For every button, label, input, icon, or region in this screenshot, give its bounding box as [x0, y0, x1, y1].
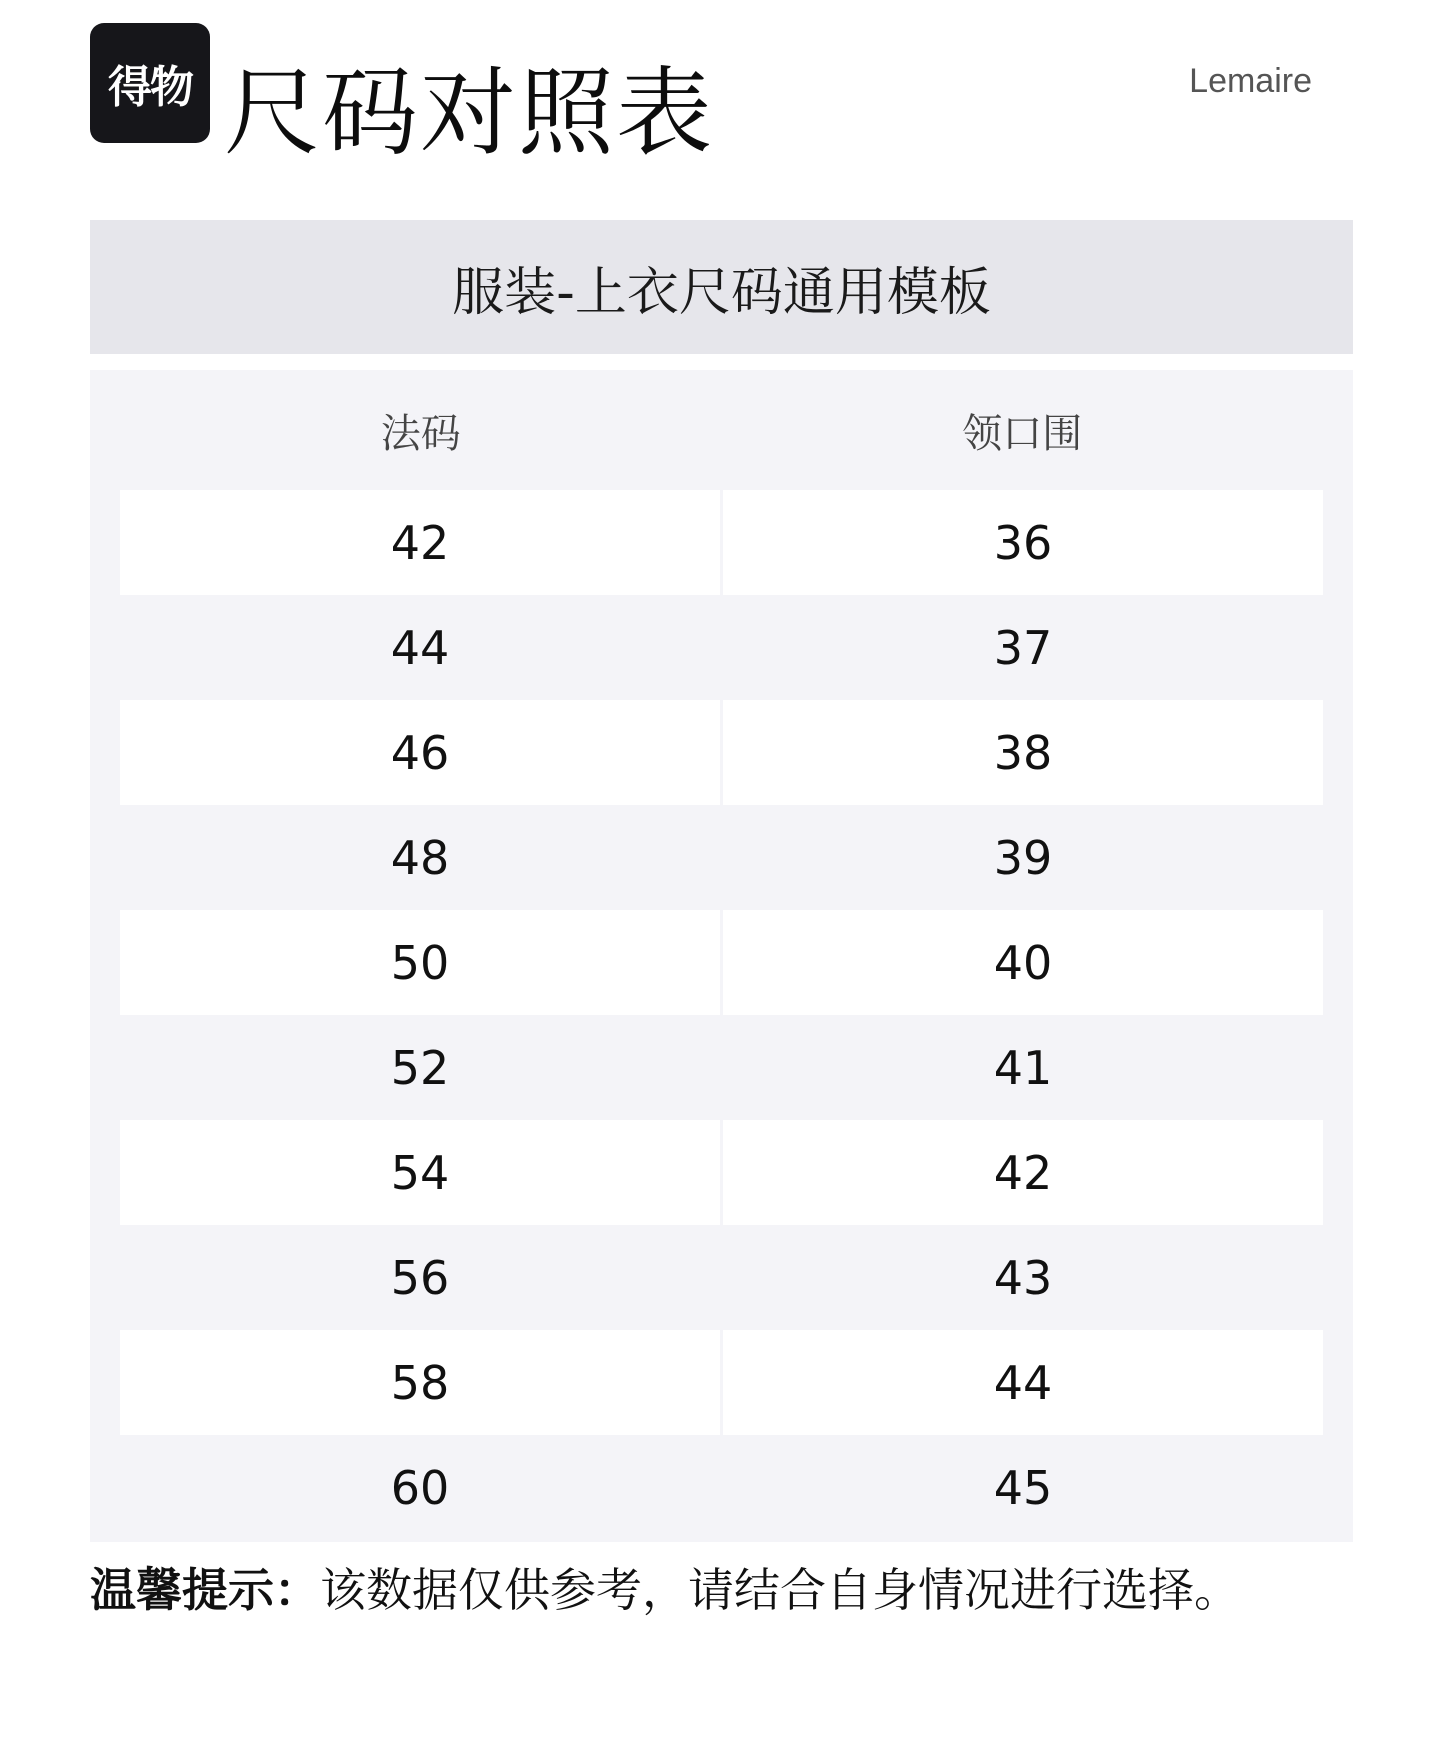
cell-collar: 36 [723, 490, 1323, 595]
app-logo: 得物 [90, 23, 210, 143]
cell-collar: 39 [993, 830, 1053, 885]
table-row [120, 490, 1323, 595]
cell-collar: 42 [723, 1120, 1323, 1225]
tip-note [90, 1560, 1240, 1620]
cell-french-size: 54 [120, 1120, 720, 1225]
cell-french-size: 44 [390, 620, 450, 675]
cell-collar: 41 [993, 1040, 1053, 1095]
table-body [120, 490, 1323, 1540]
cell-collar: 45 [993, 1460, 1053, 1515]
cell-collar: 43 [993, 1250, 1053, 1305]
template-title: 服装-上衣尺码通用模板 [452, 262, 991, 323]
cell-french-size: 46 [120, 700, 720, 805]
table-row [120, 910, 1323, 1015]
table-row [120, 700, 1323, 805]
table-row [120, 805, 1323, 910]
cell-french-size: 56 [390, 1250, 450, 1305]
table-row [120, 1435, 1323, 1540]
tip-label: 温馨提示： [90, 1563, 320, 1617]
cell-collar: 40 [723, 910, 1323, 1015]
tip-text: 该数据仅供参考，请结合自身情况进行选择。 [320, 1563, 1240, 1617]
table-header-row [120, 370, 1323, 490]
cell-collar: 38 [723, 700, 1323, 805]
table-row [120, 1015, 1323, 1120]
brand-name: Lemaire [1189, 62, 1312, 100]
template-title-bar [90, 220, 1353, 354]
cell-french-size: 42 [120, 490, 720, 595]
cell-collar: 44 [723, 1330, 1323, 1435]
cell-french-size: 52 [390, 1040, 450, 1095]
column-header-collar: 领口围 [962, 410, 1083, 457]
table-row [120, 595, 1323, 700]
size-table [90, 370, 1353, 1542]
page-title: 尺码对照表 [224, 57, 714, 169]
cell-french-size: 50 [120, 910, 720, 1015]
table-row [120, 1120, 1323, 1225]
cell-collar: 37 [993, 620, 1053, 675]
table-row [120, 1225, 1323, 1330]
table-row [120, 1330, 1323, 1435]
cell-french-size: 58 [120, 1330, 720, 1435]
column-header-french-size: 法码 [380, 410, 461, 457]
cell-french-size: 48 [390, 830, 450, 885]
cell-french-size: 60 [390, 1460, 450, 1515]
